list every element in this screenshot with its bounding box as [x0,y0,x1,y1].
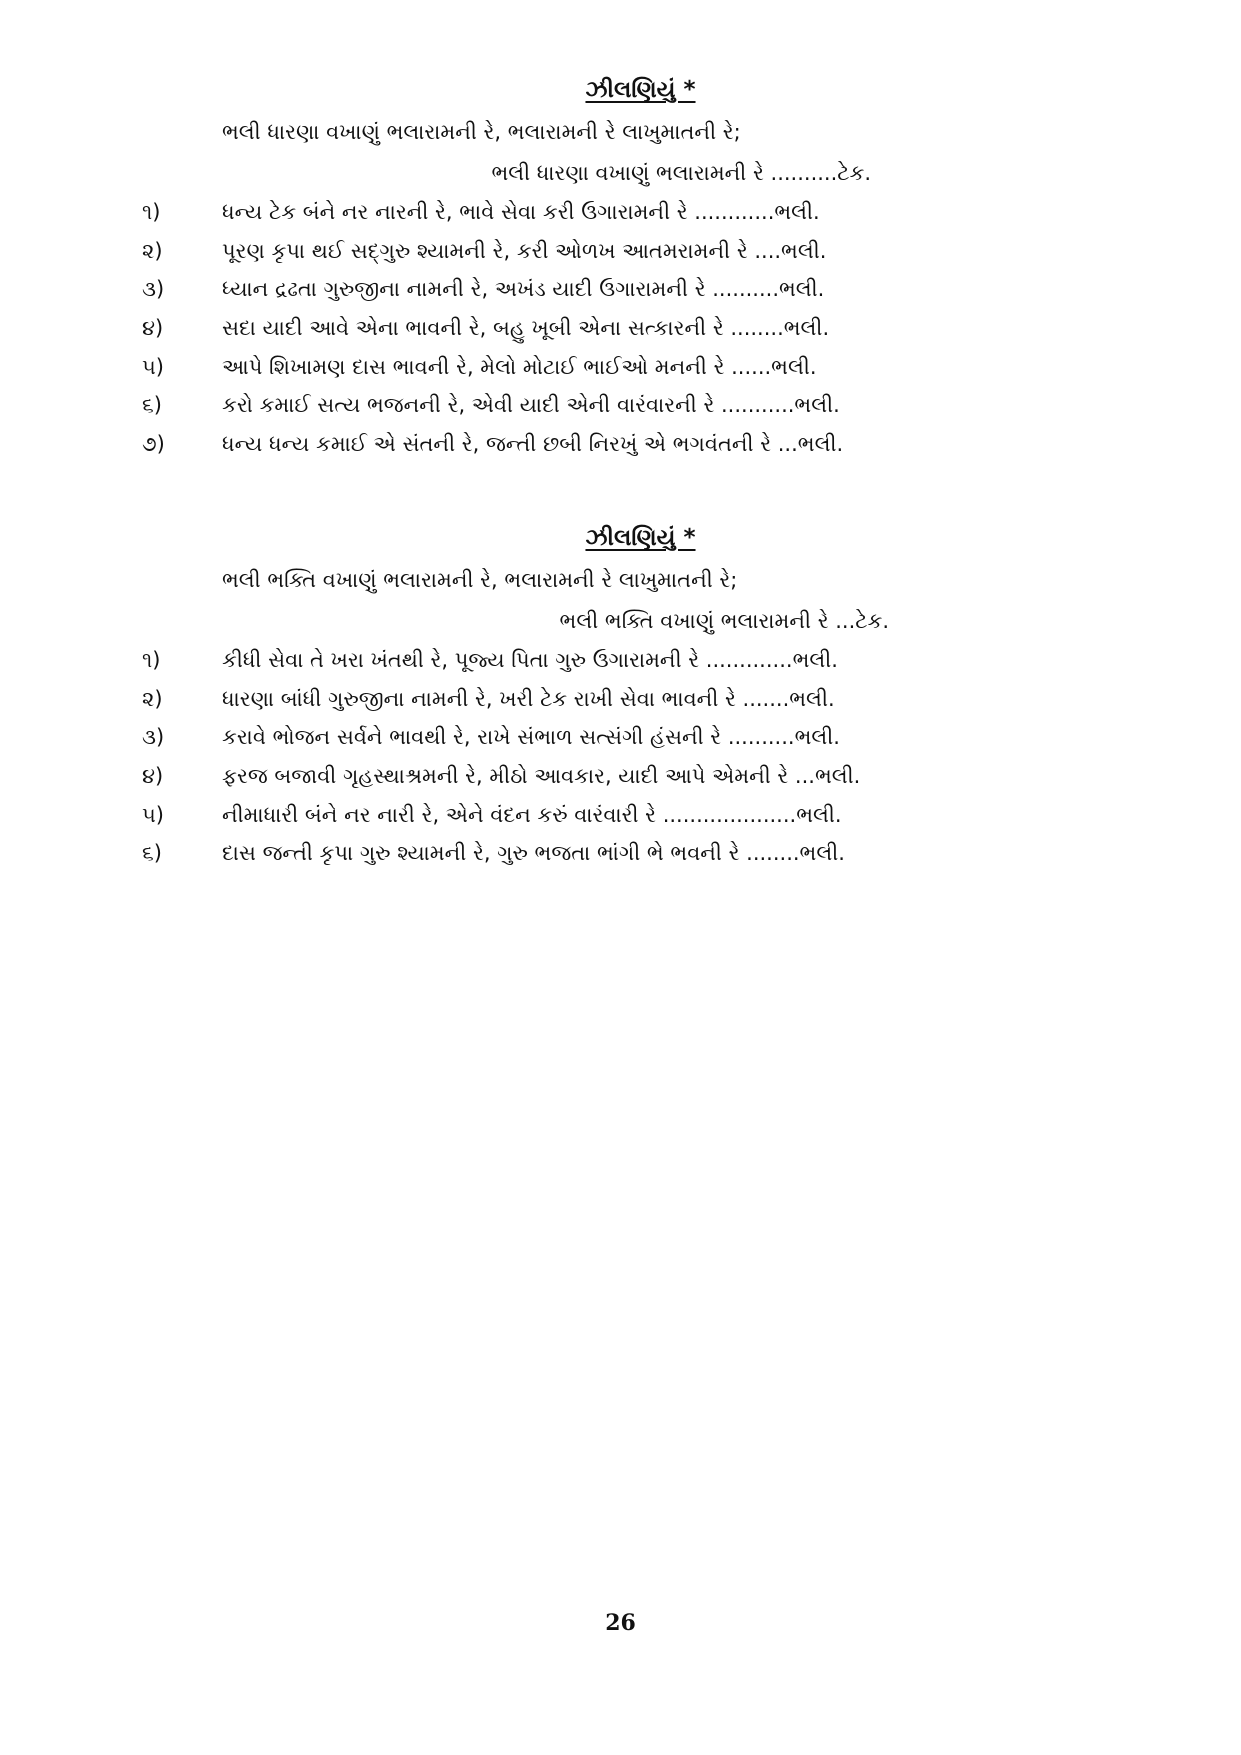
verse-number: ૫) [142,802,164,827]
verse-item [0,644,1241,683]
verse-number: ૧) [142,648,161,672]
verse-text: કરો કમાઈ સત્ય ભજનની રે, એવી યાદી એની વારંવારની રે ...........ભલી. [222,393,840,418]
refrain-line-1: ભલી ધારણા વખાણું ભલારામની રે, ભલારામની રે લાખુમાતની રે; [222,120,741,144]
verse-text: ધ્યાન દ્રઢતા ગુરુજીના નામની રે, અખંડ યાદી ઉગારામની રે ..........ભલી. [222,277,825,302]
verse-number: ૬) [142,841,162,866]
verse-text: દાસ જન્તી કૃપા ગુરુ શ્યામની રે, ગુરુ ભજતા ભાંગી ભે ભવની રે ........ભલી. [222,841,845,866]
verse-text: ધન્ય ટેક બંને નર નારની રે, ભાવે સેવા કરી ઉગારામની રે ............ભલી. [222,200,820,224]
verse-text: સદા યાદી આવે એના ભાવની રે, બહુ ખૂબી એના સત્કારની રે ........ભલી. [222,316,830,341]
verse-list [0,644,1241,876]
song-title: ઝીલણિયું * [585,77,696,103]
verse-item [0,235,1241,274]
verse-number: ૩) [142,725,165,750]
verse-number: ૫) [142,354,164,379]
verse-number: ૭) [142,432,165,457]
verse-list [0,196,1241,467]
verse-item [0,273,1241,312]
verse-number: ૨) [142,686,163,711]
song-title: ઝીલણિયું * [585,525,696,551]
page-number: 26 [605,1610,636,1636]
verse-text: આપે શિખામણ દાસ ભાવની રે, મેલો મોટાઈ ભાઈઓ મનની રે ......ભલી. [222,354,817,379]
verse-number: ૬) [142,393,162,418]
verse-item [0,351,1241,390]
verse-item [0,837,1241,876]
verse-text: ફરજ બજાવી ગૃહસ્થાશ્રમની રે, મીઠો આવકાર, યાદી આપે એમની રે ...ભલી. [222,764,861,789]
verse-item [0,196,1241,235]
refrain-line-2: ભલી ભક્તિ વખાણું ભલારામની રે ...ટેક. [559,609,889,633]
verse-item [0,760,1241,799]
verse-item [0,799,1241,838]
verse-number: ૧) [142,200,161,224]
verse-item [0,389,1241,428]
verse-text: કીધી સેવા તે ખરા ખંતથી રે, પૂજ્ય પિતા ગુરુ ઉગારામની રે .............ભલી. [222,648,838,672]
verse-item [0,312,1241,351]
verse-text: પૂરણ કૃપા થઈ સદ્‌ગુરુ શ્યામની રે, કરી ઓળખ આતમરામની રે ....ભલી. [222,238,827,263]
verse-number: ૨) [142,238,163,263]
refrain-line-1: ભલી ભક્તિ વખાણું ભલારામની રે, ભલારામની રે લાખુમાતની રે; [222,568,738,592]
verse-item [0,683,1241,722]
verse-item [0,428,1241,467]
verse-number: ૪) [142,764,164,789]
verse-number: ૩) [142,277,165,302]
verse-number: ૪) [142,316,164,341]
verse-text: ધન્ય ધન્ય કમાઈ એ સંતની રે, જન્તી છબી નિરખું એ ભગવંતની રે ...ભલી. [222,432,844,457]
verse-item [0,721,1241,760]
refrain-line-2: ભલી ધારણા વખાણું ભલારામની રે ..........ટેક. [491,161,871,185]
verse-text: ધારણા બાંધી ગુરુજીના નામની રે, ખરી ટેક રાખી સેવા ભાવની રે .......ભલી. [222,686,835,711]
verse-text: નીમાધારી બંને નર નારી રે, એને વંદન કરું વારંવારી રે ....................ભલી. [222,802,842,827]
verse-text: કરાવે ભોજન સર્વને ભાવથી રે, રાખે સંભાળ સત્સંગી હંસની રે ..........ભલી. [222,725,840,750]
